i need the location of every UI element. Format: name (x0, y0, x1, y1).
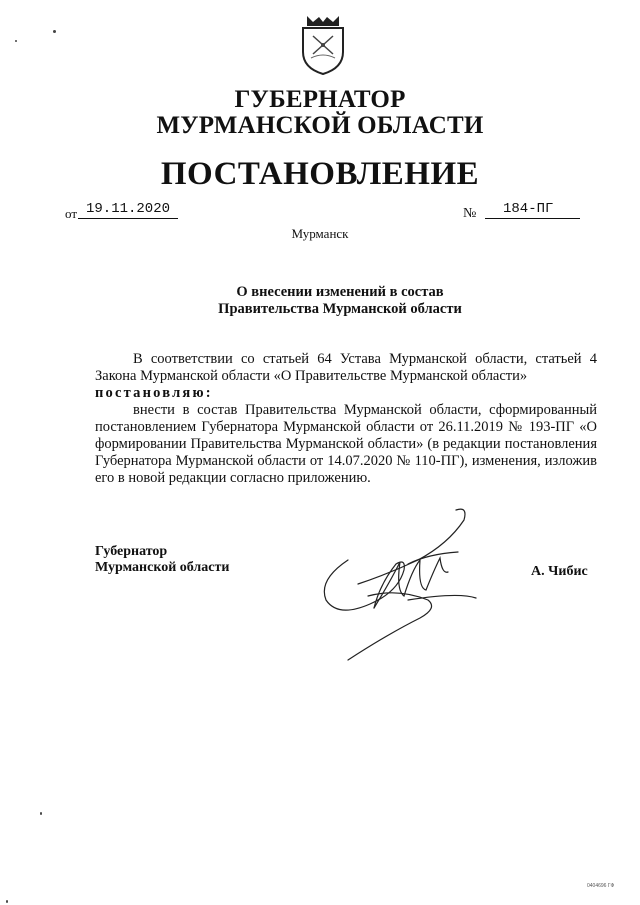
org-title-line2: МУРМАНСКОЙ ОБЛАСТИ (156, 112, 484, 139)
scan-speck (53, 30, 56, 33)
number-label: № (463, 206, 477, 221)
scan-speck (15, 40, 17, 42)
body-paragraph-resolution-text: внести в состав Правительства Мурманской области, сформированный постановлением Губернатора Мурманской области от 26.11.2019 № 193-ПГ «О формировании Правительства Мурманской области» (в редакции постановления Губернатора Мурманской области от 14.07.2020 № 110-ПГ), изменения, изложив его в новой редакции согласно приложению. (95, 402, 597, 486)
scan-speck (40, 812, 42, 815)
decree-word: постановляю: (95, 385, 213, 401)
signer-title-line1: Губернатор (95, 544, 168, 559)
subject-line1: О внесении изменений в состав (236, 284, 444, 300)
signer-title-line2: Мурманской области (95, 560, 230, 575)
scan-speck (6, 900, 8, 903)
signer-name: А. Чибис (531, 564, 588, 579)
coat-of-arms-icon (299, 14, 347, 76)
body-paragraph-basis: В соответствии со статьей 64 Устава Мурманской области, статьей 4 Закона Мурманской области «О Правительстве Мурманской области» (95, 351, 597, 384)
handwritten-signature-icon (308, 500, 483, 670)
subject-line2: Правительства Мурманской области (218, 301, 462, 317)
document-date: 19.11.2020 (78, 200, 178, 219)
body-paragraph-resolution (95, 402, 597, 487)
org-title-line1: ГУБЕРНАТОР (234, 86, 406, 113)
document-number: 184-ПГ (485, 200, 580, 219)
city: Мурманск (291, 226, 349, 241)
date-label: от (65, 206, 78, 221)
document-type-title: ПОСТАНОВЛЕНИЕ (160, 156, 480, 192)
footer-print-code: 0404696 ГФ (587, 883, 615, 889)
